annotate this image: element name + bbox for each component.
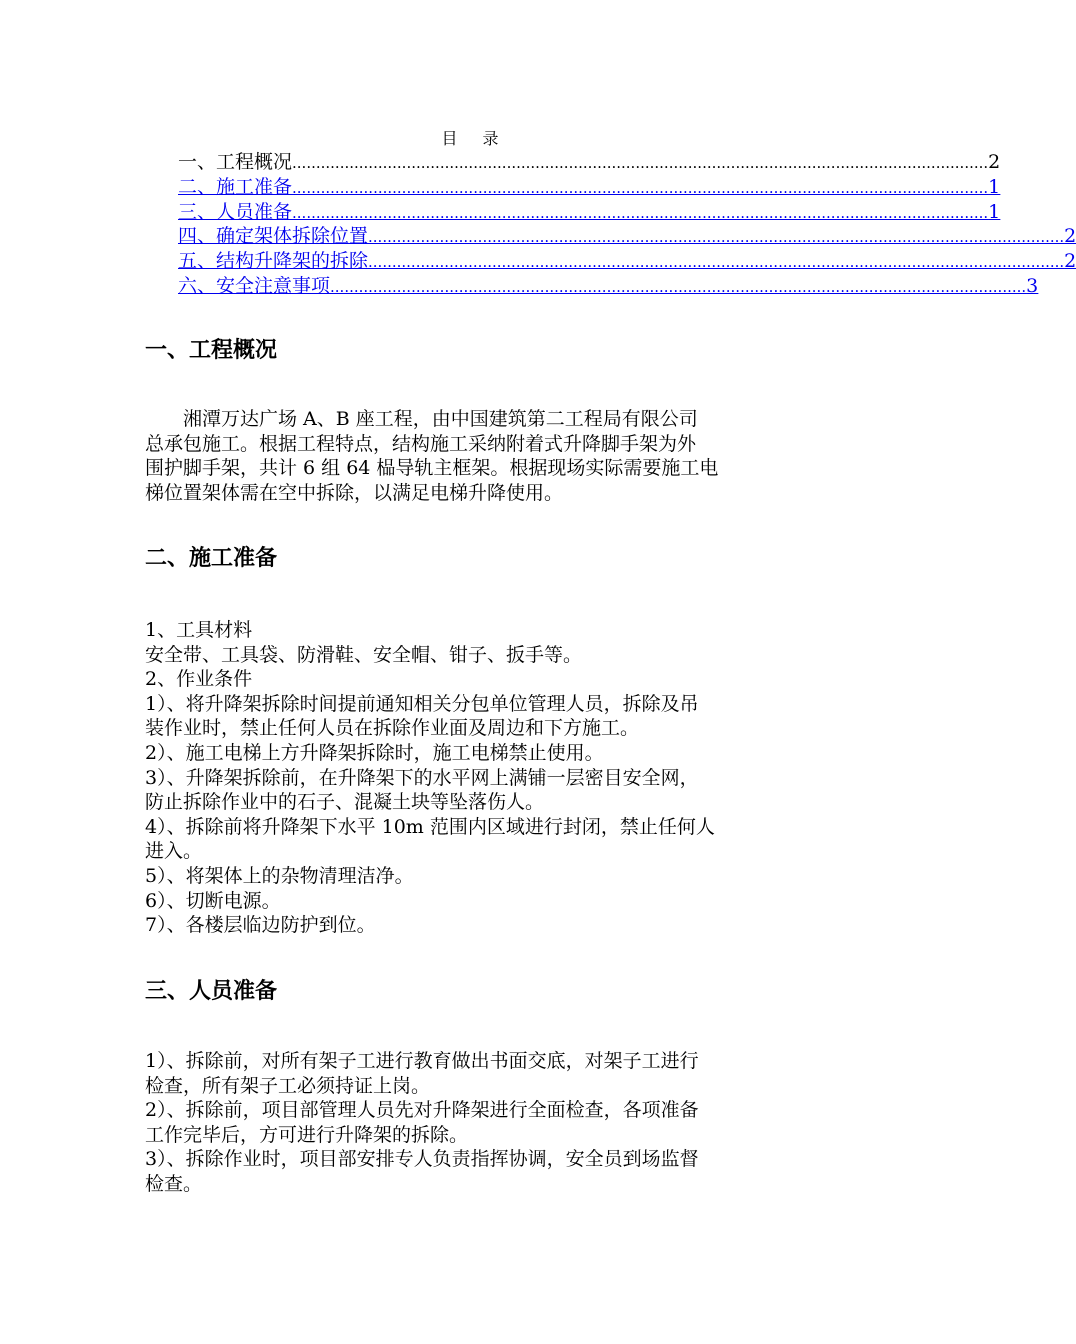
toc-entry-page: 2 [1064,250,1076,273]
toc-entry-3[interactable] [178,200,1001,225]
body-line: 安全带、工具袋、防滑鞋、安全帽、钳子、扳手等。 [145,643,583,666]
toc-entry-2[interactable] [178,175,1001,200]
body-line: 2）、施工电梯上方升降架拆除时，施工电梯禁止使用。 [145,741,604,764]
body-line: 防止拆除作业中的石子、混凝土块等坠落伤人。 [145,791,545,814]
toc-leader-dots: .................................................................................................................................................. [330,277,1027,296]
section-body-overview [145,407,807,505]
section-body-preparation [145,618,807,938]
toc-entry-1[interactable] [178,150,1001,175]
toc-leader-dots: .................................................................................................................................................. [368,253,1065,272]
body-line: 梯位置架体需在空中拆除，以满足电梯升降使用。 [145,481,564,504]
body-line: 工作完毕后，方可进行升降架的拆除。 [145,1123,469,1146]
toc-entry-page: 1 [988,175,1001,198]
body-line: 1）、将升降架拆除时间提前通知相关分包单位管理人员，拆除及吊 [145,692,699,715]
toc-leader-dots: .................................................................................................................................................. [292,154,989,172]
toc-leader-dots: .................................................................................................................................................. [368,228,1065,247]
section-body-personnel [145,1049,807,1197]
toc-entry-page: 1 [988,200,1001,223]
toc-entry-label: 三、人员准备 [178,200,293,223]
body-line: 湘潭万达广场 A、B 座工程，由中国建筑第二工程局有限公司 [183,408,698,430]
toc-entry-label: 六、安全注意事项 [178,274,331,297]
section-heading-preparation: 二、施工准备 [145,546,278,571]
toc-entry-label: 五、结构升降架的拆除 [178,250,369,273]
toc-entry-4[interactable] [178,224,1076,249]
body-line: 7）、各楼层临边防护到位。 [145,914,376,937]
body-line: 1、工具材料 [145,619,253,641]
body-line: 装作业时，禁止任何人员在拆除作业面及周边和下方施工。 [145,717,640,740]
body-line: 进入。 [145,840,203,863]
body-line: 检查，所有架子工必须持证上岗。 [145,1074,431,1097]
body-line: 1）、拆除前，对所有架子工进行教育做出书面交底，对架子工进行 [145,1050,699,1072]
toc-entry-page: 2 [1064,225,1076,248]
toc-entry-5[interactable] [178,249,1076,274]
toc-leader-dots: .................................................................................................................................................. [292,178,989,197]
toc-entry-label: 一、工程概况 [178,151,293,173]
toc-entry-page: 2 [988,151,1001,173]
toc-title: 目 录 [441,129,509,148]
body-line: 3）、拆除作业时，项目部安排专人负责指挥协调，安全员到场监督 [145,1148,699,1171]
toc-entry-page: 3 [1026,274,1039,297]
body-line: 2）、拆除前，项目部管理人员先对升降架进行全面检查，各项准备 [145,1099,699,1122]
toc-leader-dots: .................................................................................................................................................. [292,203,989,222]
body-line: 3）、升降架拆除前，在升降架下的水平网上满铺一层密目安全网， [145,766,699,789]
body-line: 4）、拆除前将升降架下水平 10m 范围内区域进行封闭，禁止任何人 [145,815,715,838]
table-of-contents [178,150,1076,299]
body-line: 2、作业条件 [145,668,253,691]
body-line: 检查。 [145,1172,203,1195]
section-heading-personnel: 三、人员准备 [145,979,278,1004]
body-line: 6）、切断电源。 [145,889,281,912]
body-line: 围护脚手架，共计 6 组 64 榀导轨主框架。根据现场实际需要施工电 [145,457,719,480]
toc-entry-label: 二、施工准备 [178,175,293,198]
body-line: 5）、将架体上的杂物清理洁净。 [145,864,414,887]
toc-entry-6[interactable] [178,274,1039,299]
toc-entry-label: 四、确定架体拆除位置 [178,225,369,248]
section-heading-overview: 一、工程概况 [145,338,278,363]
body-line: 总承包施工。根据工程特点，结构施工采纳附着式升降脚手架为外 [145,432,697,455]
